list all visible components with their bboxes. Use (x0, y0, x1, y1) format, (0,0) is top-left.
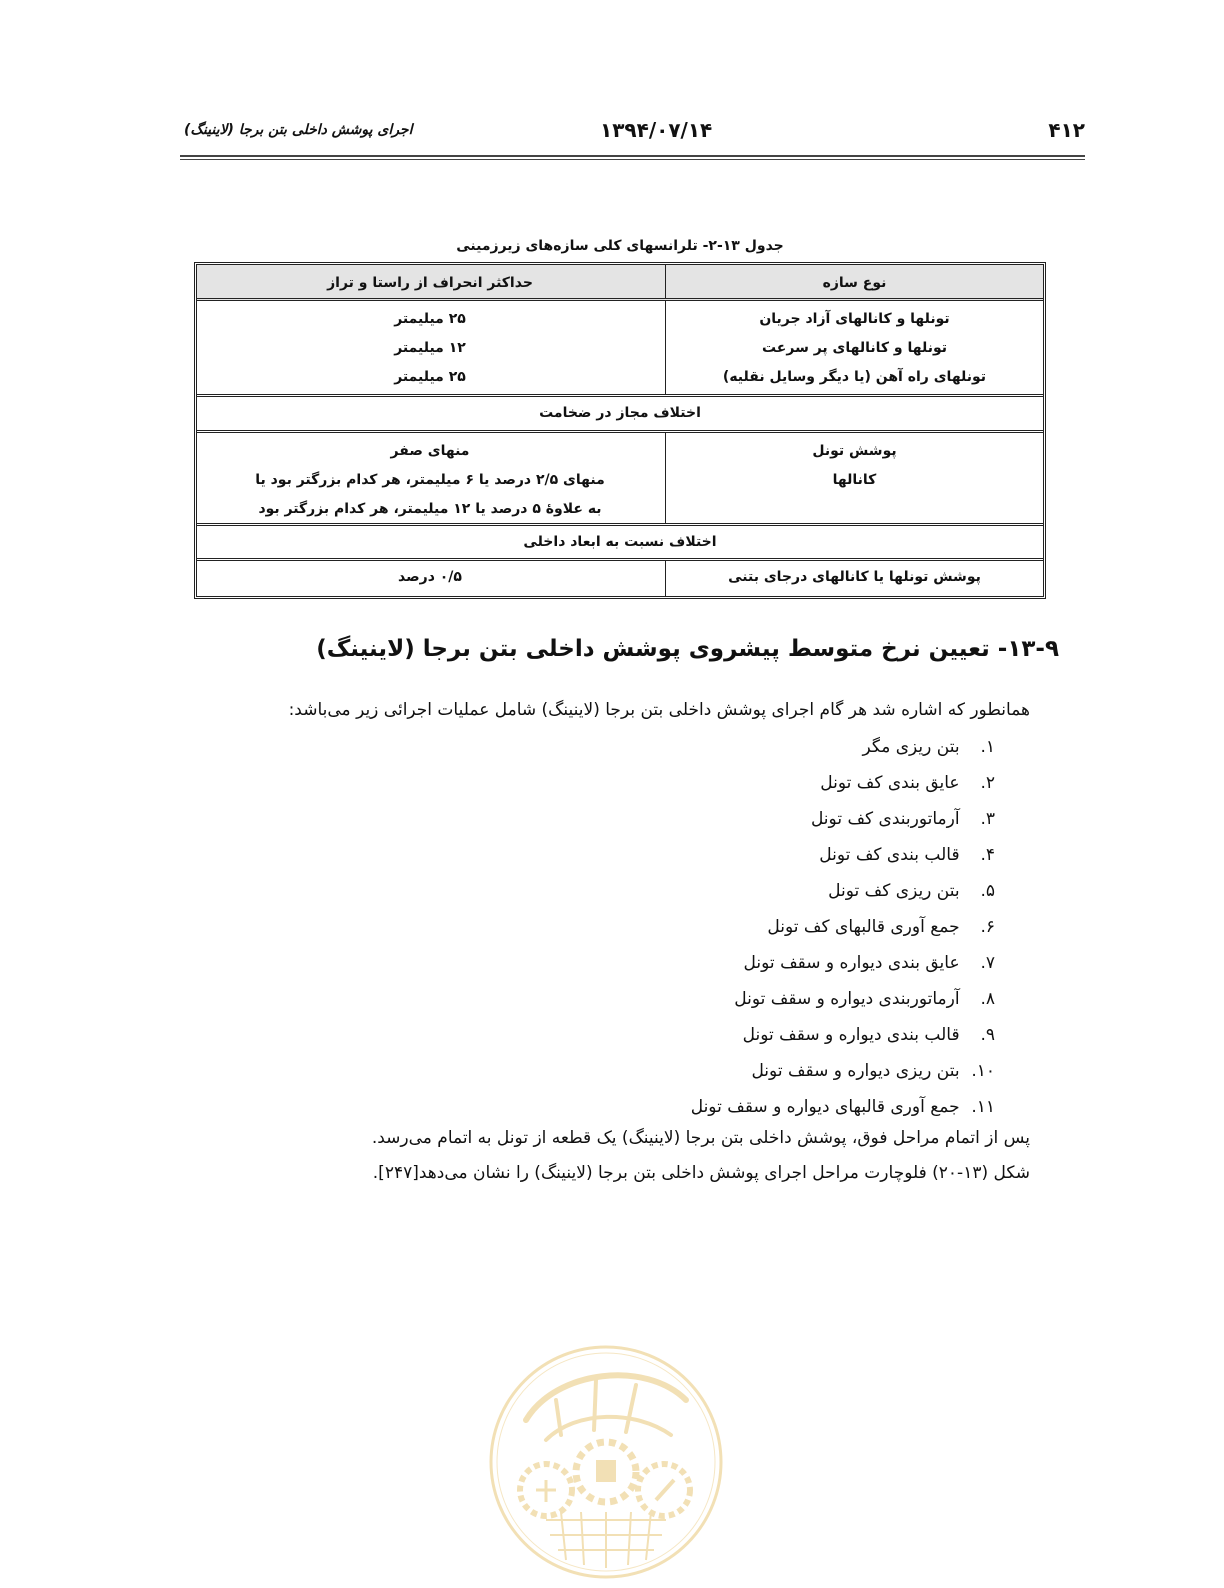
thickness-heading-row: اختلاف مجاز در ضخامت (197, 397, 1043, 433)
page-header (180, 118, 1085, 148)
section-heading: ۱۳-۹- تعیین نرخ متوسط پیشروی پوشش داخلی بتن برجا (لاینینگ) (316, 636, 1059, 662)
running-title: اجرای پوشش داخلی بتن برجا (لاینینگ) (184, 122, 413, 138)
list-item (691, 805, 995, 841)
list-number: ۶. (980, 917, 995, 937)
table-caption: جدول ۱۳-۲- تلرانسهای کلی سازه‌های زیرزمینی (456, 238, 784, 254)
header-max-deviation: حداکثر انحراف از راستا و تراز (327, 275, 533, 291)
list-text: بتن ریزی دیواره و سقف تونل (751, 1061, 960, 1081)
header-type: نوع سازه (665, 265, 1043, 298)
thickness-type-cell (665, 433, 1043, 523)
header-date: ۱۳۹۴/۰۷/۱۴ (600, 118, 713, 142)
internal-heading-row: اختلاف نسبت به ابعاد داخلی (197, 526, 1043, 561)
table-cell: منهای ۲/۵ درصد یا ۶ میلیمتر، هر کدام بزرگتر بود یا (255, 472, 605, 488)
table-header-row (197, 265, 1043, 301)
list-text: آرماتوربندی کف تونل (810, 809, 960, 829)
list-item (691, 1021, 995, 1057)
alignment-type-cell (665, 301, 1043, 394)
figure-reference-paragraph: شکل (۱۳-۲۰) فلوچارت مراحل اجرای پوشش داخلی بتن برجا (لاینینگ) را نشان می‌دهد[۲۴۷]. (372, 1163, 1030, 1183)
list-number: ۸. (980, 989, 995, 1009)
list-number: ۱۱. (971, 1097, 995, 1117)
table-cell: ۲۵ میلیمتر (394, 311, 466, 327)
list-text: جمع آوری قالبهای کف تونل (767, 917, 960, 937)
list-item (691, 1057, 995, 1093)
table-cell: تونلها و کانالهای آزاد جریان (759, 311, 950, 327)
list-text: جمع آوری قالبهای دیواره و سقف تونل (690, 1097, 960, 1117)
internal-row (197, 561, 1043, 596)
thickness-value-cell (197, 433, 663, 523)
publisher-seal-icon (486, 1340, 726, 1584)
list-item (691, 733, 995, 769)
list-text: آرماتوربندی دیواره و سقف تونل (734, 989, 960, 1009)
list-text: بتن ریزی مگر (862, 737, 960, 757)
list-text: عایق بندی دیواره و سقف تونل (743, 953, 960, 973)
table-cell: ۲۵ میلیمتر (394, 369, 466, 385)
alignment-value-cell (197, 301, 663, 394)
list-item (691, 985, 995, 1021)
page-number: ۴۱۲ (1048, 118, 1085, 142)
operations-list (691, 733, 995, 1129)
list-number: ۴. (980, 845, 995, 865)
tolerance-table (194, 262, 1046, 599)
list-item (691, 1093, 995, 1129)
list-item (691, 769, 995, 805)
list-number: ۳. (980, 809, 995, 829)
intro-paragraph: همانطور که اشاره شد هر گام اجرای پوشش داخلی بتن برجا (لاینینگ) شامل عملیات اجرائی زیر می‌باشد: (288, 700, 1030, 720)
table-cell: ۰/۵ درصد (398, 569, 462, 585)
list-item (691, 949, 995, 985)
table-cell: پوشش تونل (812, 443, 897, 459)
table-cell: به علاوهٔ ۵ درصد یا ۱۲ میلیمتر، هر کدام بزرگتر بود (258, 501, 602, 517)
list-number: ۱۰. (971, 1061, 995, 1081)
alignment-rows (197, 301, 1043, 397)
list-number: ۷. (980, 953, 995, 973)
closing-paragraph: پس از اتمام مراحل فوق، پوشش داخلی بتن برجا (لاینینگ) یک قطعه از تونل به اتمام می‌رسد. (371, 1128, 1030, 1148)
table-cell: ۱۲ میلیمتر (394, 340, 466, 356)
table-cell: پوشش تونلها یا کانالهای درجای بتنی (665, 561, 1043, 596)
header-rule-thin (180, 159, 1085, 160)
table-cell: منهای صفر (390, 443, 470, 459)
table-cell: تونلهای راه آهن (یا دیگر وسایل نقلیه) (722, 369, 987, 385)
list-number: ۹. (980, 1025, 995, 1045)
list-item (691, 877, 995, 913)
table-cell: کانالها (832, 472, 877, 488)
list-number: ۲. (980, 773, 995, 793)
thickness-rows (197, 433, 1043, 526)
list-item (691, 913, 995, 949)
list-text: عایق بندی کف تونل (820, 773, 960, 793)
table-cell: تونلها و کانالهای پر سرعت (761, 340, 948, 356)
list-number: ۱. (980, 737, 995, 757)
seal-graphic (486, 1340, 726, 1584)
list-text: قالب بندی دیواره و سقف تونل (742, 1025, 960, 1045)
list-item (691, 841, 995, 877)
list-text: قالب بندی کف تونل (819, 845, 960, 865)
header-rule (180, 155, 1085, 157)
list-number: ۵. (980, 881, 995, 901)
list-text: بتن ریزی کف تونل (828, 881, 960, 901)
